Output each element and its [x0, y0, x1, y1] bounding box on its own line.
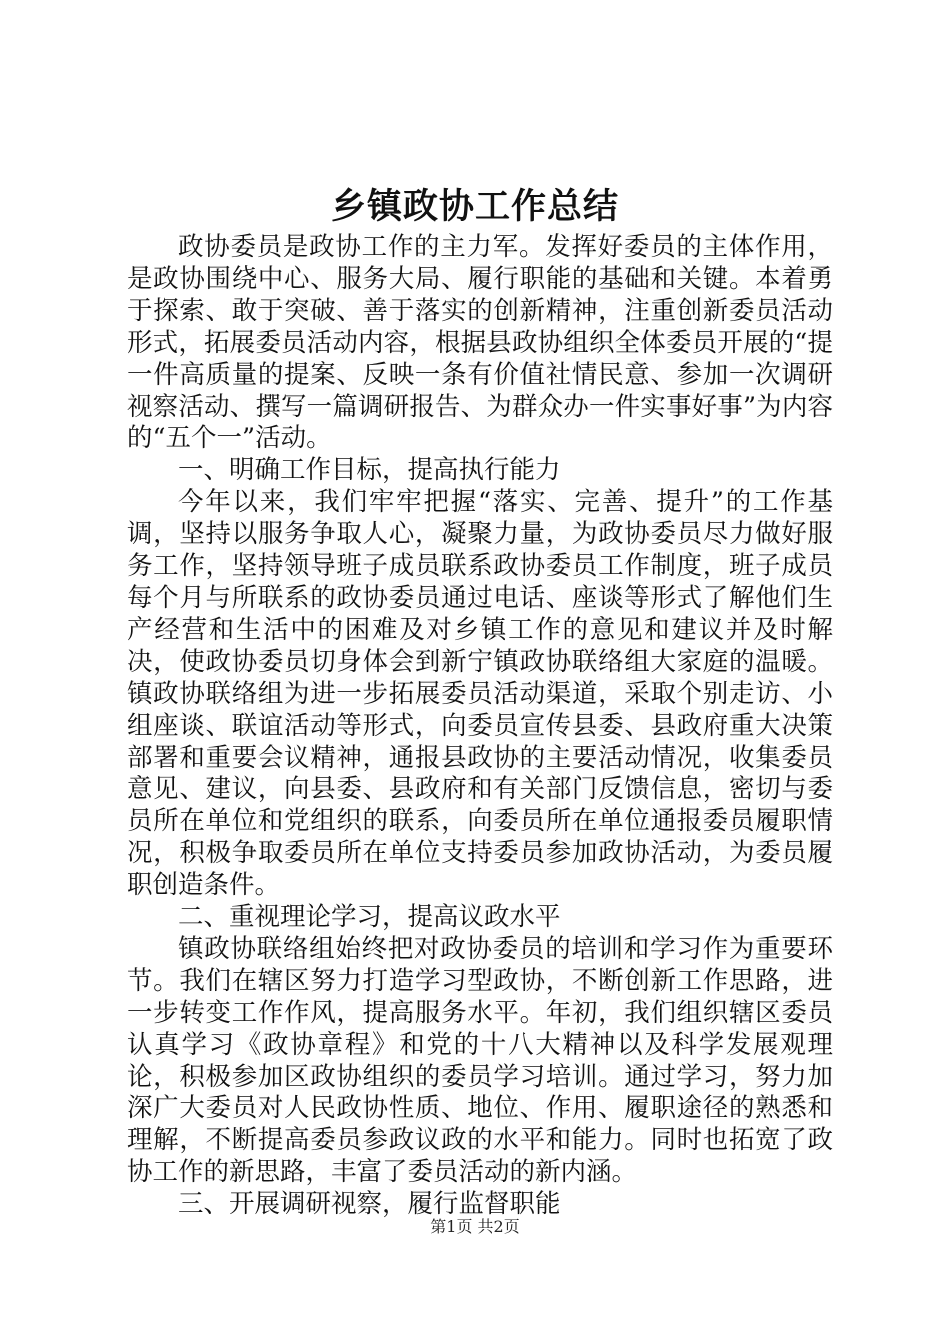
section-heading-3: 三、开展调研视察，履行监督职能 [178, 1189, 561, 1220]
paragraph-section-1: 今年以来，我们牢牢把握“落实、完善、提升”的工作基调，坚持以服务争取人心，凝聚力量，为政协委员尽力做好服务工作，坚持领导班子成员联系政协委员工作制度，班子成员每个月与所联系的政协委员通过电话、座谈等形式了解他们生产经营和生活中的困难及对乡镇工作的意见和建议并及时解决，使政协委员切身体会到新宁镇政协联络组大家庭的温暖。镇政协联络组为进一步拓展委员活动渠道，采取个别走访、小组座谈、联谊活动等形式，向委员宣传县委、县政府重大决策部署和重要会议精神，通报县政协的主要活动情况，收集委员意见、建议，向县委、县政府和有关部门反馈信息，密切与委员所在单位和党组织的联系，向委员所在单位通报委员履职情况，积极争取委员所在单位支持委员参加政协活动，为委员履职创造条件。 [127, 487, 833, 901]
paragraph-section-2: 镇政协联络组始终把对政协委员的培训和学习作为重要环节。我们在辖区努力打造学习型政协，不断创新工作思路，进一步转变工作作风，提高服务水平。年初，我们组织辖区委员认真学习《政协章程》和党的十八大精神以及科学发展观理论，积极参加区政协组织的委员学习培训。通过学习，努力加深广大委员对人民政协性质、地位、作用、履职途径的熟悉和理解，不断提高委员参政议政的水平和能力。同时也拓宽了政协工作的新思路，丰富了委员活动的新内涵。 [127, 933, 833, 1188]
paragraph-intro: 政协委员是政协工作的主力军。发挥好委员的主体作用，是政协围绕中心、服务大局、履行职能的基础和关键。本着勇于探索、敢于突破、善于落实的创新精神，注重创新委员活动形式，拓展委员活动内容，根据县政协组织全体委员开展的“提一件高质量的提案、反映一条有价值社情民意、参加一次调研视察活动、撰写一篇调研报告、为群众办一件实事好事”为内容的“五个一”活动。 [127, 232, 833, 454]
document-body [127, 232, 833, 1221]
section-heading-2: 二、重视理论学习，提高议政水平 [178, 902, 561, 933]
page-footer: 第1页 共2页 [430, 1217, 520, 1236]
document-title: 乡镇政协工作总结 [330, 187, 619, 227]
section-heading-1: 一、明确工作目标，提高执行能力 [178, 455, 561, 486]
